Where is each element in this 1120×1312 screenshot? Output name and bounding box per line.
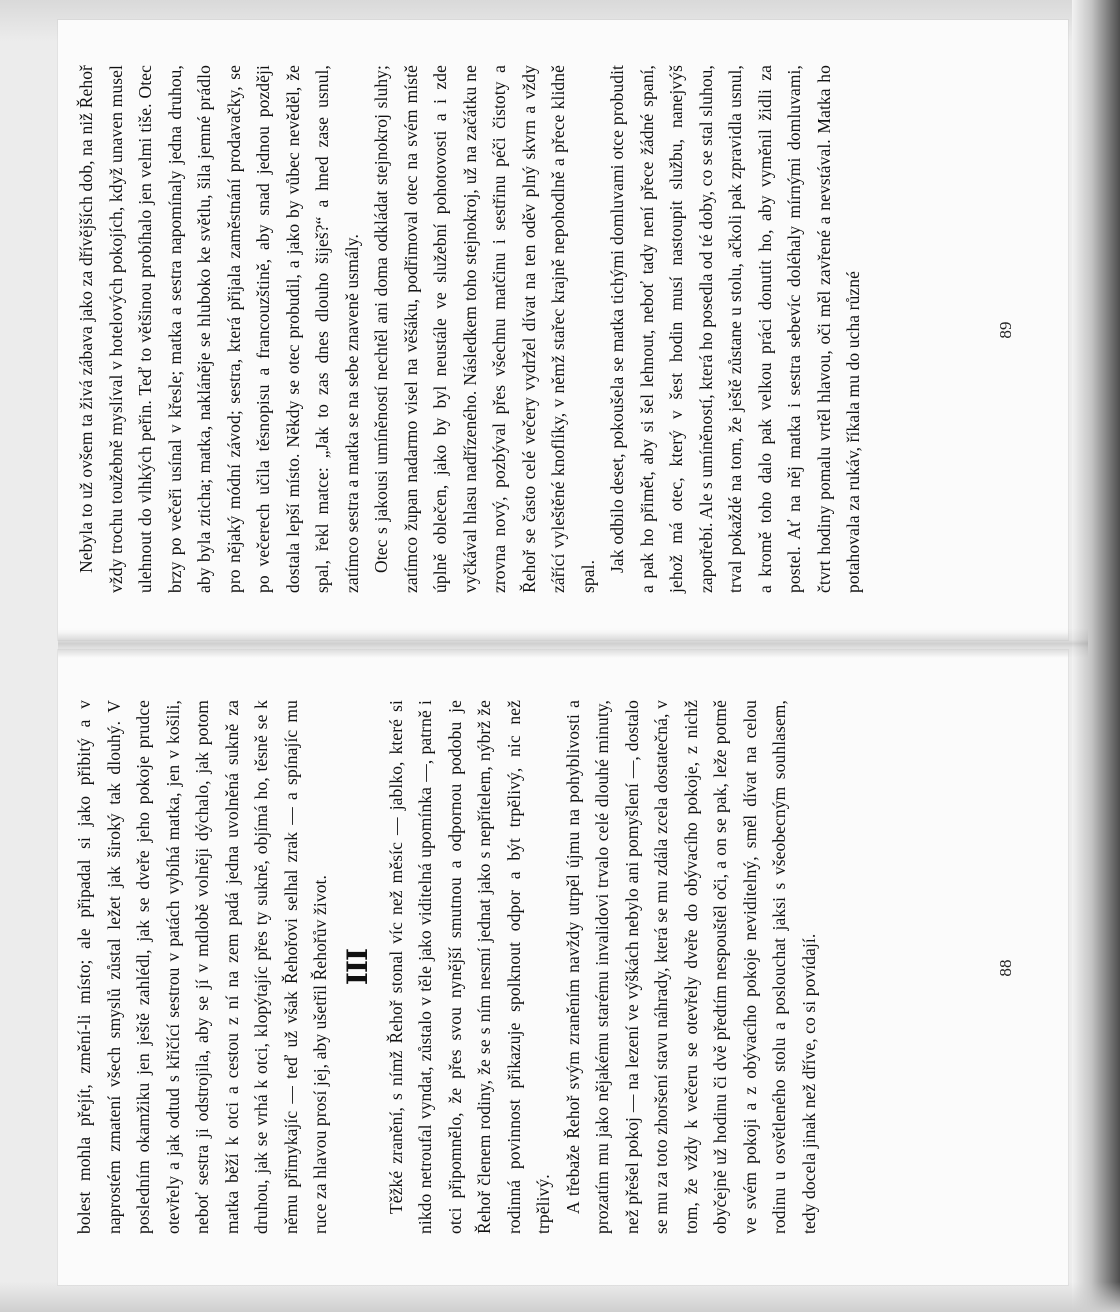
page-89-rotated-content [58, 55, 1068, 605]
scan-right-shadow [1072, 0, 1120, 1312]
page-88-opening-paragraph: bolest mohla přejít, změní-li místo; ale připadal si jako přibitý a v naprostém zmatení všech smyslů zůstal ležet jak široký tak dlouhý. V posledním okamžiku jen ještě zahlédl, jak se dveře jeho pokoje prudce otevřely a jak odtud s křičící sestrou v patách vybíhá matka, jen v košili, neboť sestra ji odstrojila, aby se jí v mdlobě volněji dýchalo, jak potom matka běží k otci a cestou z ní na zem padá jedna uvolněná sukně za druhou, jak se vrhá k otci, klopýtajíc přes ty sukně, objímá ho, těsně se k němu přimykajíc — teď už však Řehořovi selhal zrak — a spínajíc mu ruce za hlavou prosí jej, aby ušetřil Řehořův život. [74, 699, 330, 1234]
page-88 [58, 650, 1068, 1285]
page-89-paragraph-3: Jak odbilo deset, pokoušela se matka tichými domluvami otce probudit a pak ho přimět, aby si šel lehnout, neboť tady není přece žádné spaní, jehož má otec, který v šest hodin musí nastoupit službu, nanejvýš zapotřebí. Ale s umíněností, která ho posedla od té doby, co se stal sluhou, trval pokaždé na tom, že ještě zůstane u stolu, ačkoli pak zpravidla usnul, a kromě toho dalo pak velkou práci donutit ho, aby vyměnil židli za postel. Ať na něj matka i sestra sebevíc doléhaly mírnými domluvami, čtvrt hodiny pomalu vrtěl hlavou, oči měl zavřené a nevstával. Matka ho potahovala za rukáv, říkala mu do ucha různé [607, 65, 863, 593]
page-inner-shadow [58, 650, 1068, 658]
page-89-paragraph-2: Otec s jakousi umíněností nechtěl ani doma odkládat stejnokroj sluhy; zatímco župan nadarmo visel na věšáku, podřimoval otec na svém místě úplně oblečen, jako by byl neustále ve služební pohotovosti a i zde vyčkával hlasu nadřízeného. Následkem toho stejnokroj, už na začátku ne zrovna nový, pozbýval přes všechnu matčinu i sestřinu péči čistoty a Řehoř se často celé večery vydržel dívat na ten oděv plný skvrn a vždy zářící vyleštěné knoflíky, v němž stařec krajně nepohodlně a přece klidně spal. [371, 65, 598, 593]
page-number-89: 89 [996, 321, 1015, 339]
page-inner-shadow [58, 632, 1068, 640]
section-mark-iii: III [340, 948, 374, 985]
page-88-rotated-content [58, 688, 1068, 1248]
page-88-paragraph-2: A třebaže Řehoř svým zraněním navždy utrpěl újmu na pohyblivosti a prozatím mu jako nějakému starému invalidovi trvalo celé dlouhé minuty, než přešel pokoj — na lezení ve výškách nebylo ani pomyšlení —, dostalo se mu za toto zhoršení stavu náhrady, která se mu zdála zcela dostatečná, v tom, že vždy k večeru se otevřely dveře do obývacího pokoje, z nichž obyčejně už hodinu či dvě předtím nespouštěl oči, a on se pak, leže potmě ve svém pokoji a z obývacího pokoje neviditelný, směl dívat na celou rodinu u osvětleného stolu a poslouchat jaksi s všeobecným souhlasem, tedy docela jinak než dříve, co si povídají. [562, 699, 819, 1234]
page-number-88: 88 [996, 958, 1015, 977]
page-88-paragraph-1: Těžké zranění, s nímž Řehoř stonal víc než měsíc — jablko, které si nikdo netroufal vyndat, zůstalo v těle jako viditelná upomínka —, patrně i otci připomnělo, že přes svou nynější smutnou a odpornou podobu je Řehoř členem rodiny, že se s ním nesmí jednat jako s nepřítelem, nýbrž že rodinná povinnost přikazuje spolknout odpor a být trpělivý, nic než trpělivý. [385, 699, 553, 1234]
page-89-paragraph-1: Nebyla to už ovšem ta živá zábava jako za dřívějších dob, na niž Řehoř vždy trochu toužebně myslíval v hotelových pokojích, když unaven musel ulehnout do vlhkých peřin. Teď to většinou probíhalo jen velmi tiše. Otec brzy po večeři usínal v křesle; matka a sestra napomínaly jedna druhou, aby byla zticha; matka, nakláněje se hluboko ke světlu, šila jemné prádlo pro nějaký módní závod; sestra, která přijala zaměstnání prodavačky, se po večerech učila těsnopisu a francouzštině, aby snad jednou později dostala lepší místo. Někdy se otec probudil, a jako by vůbec nevěděl, že spal, řekl matce: „Jak to zas dnes dlouho šiješ?“ a hned zase usnul, zatímco sestra a matka se na sebe znaveně usmály. [76, 65, 362, 593]
page-89 [58, 20, 1068, 640]
scan-bottom-shadow [0, 1282, 1120, 1312]
page-89-text [58, 55, 869, 605]
page-88-text [58, 688, 824, 1248]
